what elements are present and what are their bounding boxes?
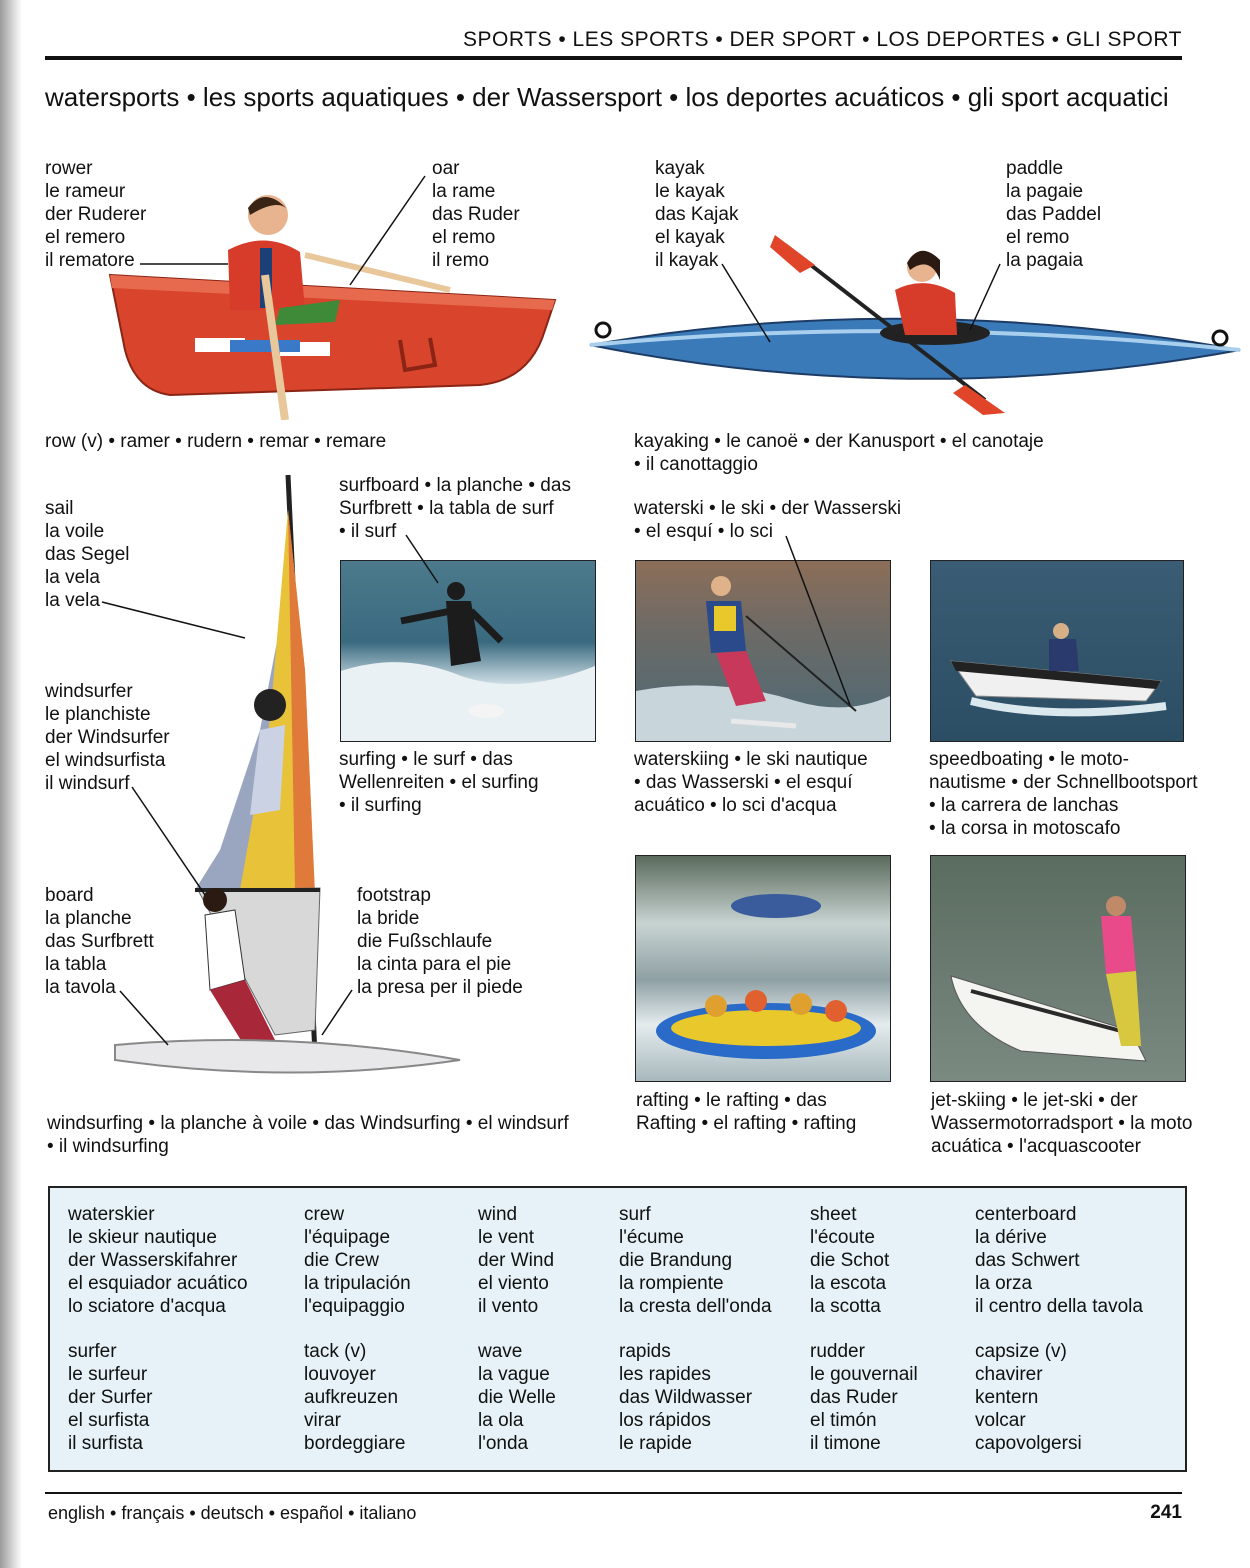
- label-windsurfer-it: il windsurf: [45, 773, 130, 794]
- label-rower-fr: le rameur: [45, 181, 126, 202]
- vocab-term: el surfista: [68, 1410, 150, 1431]
- caption-speedboating-line: • la corsa in motoscafo: [929, 818, 1121, 839]
- label-paddle-de: das Paddel: [1006, 204, 1102, 225]
- vocab-term: l'équipage: [304, 1227, 391, 1248]
- vocab-entry: [975, 1340, 1082, 1455]
- vocab-term: le rapide: [619, 1433, 692, 1454]
- vocab-term: le vent: [478, 1227, 534, 1248]
- caption-surfboard: [339, 474, 571, 543]
- label-oar-fr: la rame: [432, 181, 496, 202]
- vocab-term: los rápidos: [619, 1410, 711, 1431]
- caption-speedboating-line: • la carrera de lanchas: [929, 795, 1119, 816]
- vocab-entry: [810, 1203, 889, 1318]
- label-windsurfer-es: el windsurfista: [45, 750, 166, 771]
- label-oar-de: das Ruder: [432, 204, 520, 225]
- vocab-entry: [975, 1203, 1143, 1318]
- caption-waterskiing-line: acuático • lo sci d'acqua: [634, 795, 837, 816]
- book-spine-shadow: [0, 0, 22, 1568]
- label-oar-it: il remo: [432, 250, 490, 271]
- label-board-de: das Surfbrett: [45, 931, 154, 952]
- vocab-term: das Ruder: [810, 1387, 898, 1408]
- caption-windsurfing: [47, 1112, 569, 1158]
- caption-surfboard-line: surfboard • la planche • das: [339, 475, 571, 496]
- label-board-es: la tabla: [45, 954, 107, 975]
- vocab-entry: [619, 1203, 772, 1318]
- label-paddle-it: la pagaia: [1006, 250, 1084, 271]
- vocab-term: la ola: [478, 1410, 524, 1431]
- vocab-term: sheet: [810, 1204, 857, 1225]
- vocab-term: l'equipaggio: [304, 1296, 405, 1317]
- caption-surfing: [339, 748, 539, 817]
- vocab-term: il timone: [810, 1433, 881, 1454]
- vocab-term: kentern: [975, 1387, 1039, 1408]
- vocab-term: l'onda: [478, 1433, 529, 1454]
- label-footstrap-de: die Fußschlaufe: [357, 931, 493, 952]
- caption-waterskiing-line: • das Wasserski • el esquí: [634, 772, 853, 793]
- label-paddle-fr: la pagaie: [1006, 181, 1084, 202]
- vocab-term: la vague: [478, 1364, 550, 1385]
- vocab-term: la cresta dell'onda: [619, 1296, 772, 1317]
- vocab-term: le gouvernail: [810, 1364, 918, 1385]
- label-paddle-es: el remo: [1006, 227, 1070, 248]
- vocab-entry: [619, 1340, 752, 1455]
- vocab-term: tack (v): [304, 1341, 367, 1362]
- vocab-term: el viento: [478, 1273, 549, 1294]
- speedboating-photo: [930, 560, 1184, 742]
- label-board-fr: la planche: [45, 908, 132, 929]
- label-kayak-it: il kayak: [655, 250, 719, 271]
- label-sail-en: sail: [45, 498, 74, 519]
- vocab-term: le surfeur: [68, 1364, 148, 1385]
- label-kayak: [655, 157, 738, 272]
- caption-rafting-line: rafting • le rafting • das: [636, 1090, 827, 1111]
- vocab-term: surf: [619, 1204, 651, 1225]
- caption-kayaking-line: kayaking • le canoë • der Kanusport • el canotaje: [634, 431, 1044, 452]
- vocab-term: il surfista: [68, 1433, 143, 1454]
- label-sail: [45, 497, 130, 612]
- caption-windsurfing-line: • il windsurfing: [47, 1136, 169, 1157]
- vocab-term: rapids: [619, 1341, 671, 1362]
- caption-waterskiing-line: waterskiing • le ski nautique: [634, 749, 868, 770]
- label-kayak-en: kayak: [655, 158, 705, 179]
- vocab-term: bordeggiare: [304, 1433, 406, 1454]
- vocab-entry: [304, 1340, 405, 1455]
- caption-rafting-line: Rafting • el rafting • rafting: [636, 1113, 857, 1134]
- vocab-term: wind: [478, 1204, 518, 1225]
- vocab-entry: [478, 1203, 554, 1318]
- vocab-term: les rapides: [619, 1364, 711, 1385]
- label-kayak-fr: le kayak: [655, 181, 725, 202]
- vocab-term: virar: [304, 1410, 341, 1431]
- caption-row-line: row (v) • ramer • rudern • remar • remare: [45, 431, 387, 452]
- vocab-term: der Wind: [478, 1250, 555, 1271]
- vocab-entry: [478, 1340, 556, 1455]
- running-head: SPORTS • LES SPORTS • DER SPORT • LOS DEPORTES • GLI SPORT: [463, 28, 1182, 51]
- vocab-term: le skieur nautique: [68, 1227, 217, 1248]
- vocab-term: wave: [478, 1341, 523, 1362]
- vocab-term: chavirer: [975, 1364, 1043, 1385]
- header-rule: [45, 56, 1182, 60]
- footer-rule: [45, 1492, 1182, 1494]
- label-windsurfer-en: windsurfer: [45, 681, 133, 702]
- vocab-term: volcar: [975, 1410, 1026, 1431]
- label-oar: [432, 157, 520, 272]
- vocab-term: la scotta: [810, 1296, 881, 1317]
- caption-waterski: [634, 497, 901, 543]
- caption-speedboating-line: nautisme • der Schnellbootsport: [929, 772, 1198, 793]
- label-footstrap: [357, 884, 523, 999]
- label-board-it: la tavola: [45, 977, 116, 998]
- page-number: 241: [1150, 1502, 1182, 1523]
- label-windsurfer-fr: le planchiste: [45, 704, 151, 725]
- vocab-term: die Crew: [304, 1250, 379, 1271]
- vocab-term: capovolgersi: [975, 1433, 1082, 1454]
- label-windsurfer-de: der Windsurfer: [45, 727, 170, 748]
- caption-rafting: [636, 1089, 856, 1135]
- label-board-en: board: [45, 885, 94, 906]
- caption-speedboating: [929, 748, 1198, 840]
- caption-jetskiing-line: Wassermotorradsport • la moto: [931, 1113, 1193, 1134]
- label-sail-de: das Segel: [45, 544, 130, 565]
- vocab-term: lo sciatore d'acqua: [68, 1296, 226, 1317]
- caption-windsurfing-line: windsurfing • la planche à voile • das Windsurfing • el windsurf: [47, 1113, 569, 1134]
- vocab-term: la tripulación: [304, 1273, 411, 1294]
- label-rower-de: der Ruderer: [45, 204, 147, 225]
- label-footstrap-en: footstrap: [357, 885, 431, 906]
- vocab-term: crew: [304, 1204, 345, 1225]
- caption-surfboard-line: Surfbrett • la tabla de surf: [339, 498, 554, 519]
- waterskiing-photo: [635, 560, 891, 742]
- surfing-photo: [340, 560, 596, 742]
- caption-speedboating-line: speedboating • le moto-: [929, 749, 1129, 770]
- label-footstrap-es: la cinta para el pie: [357, 954, 512, 975]
- label-rower-es: el remero: [45, 227, 126, 248]
- caption-waterski-line: waterski • le ski • der Wasserski: [634, 498, 902, 519]
- vocab-entry: [68, 1203, 248, 1318]
- label-rower-it: il rematore: [45, 250, 135, 271]
- vocab-term: capsize (v): [975, 1341, 1067, 1362]
- label-windsurfer: [45, 680, 170, 795]
- vocab-term: centerboard: [975, 1204, 1077, 1225]
- vocab-entry: [304, 1203, 411, 1318]
- vocab-term: el timón: [810, 1410, 877, 1431]
- vocab-term: das Schwert: [975, 1250, 1080, 1271]
- section-title: watersports • les sports aquatiques • der Wassersport • los deportes acuáticos • gli sport acquatici: [45, 82, 1169, 112]
- caption-kayaking-line: • il canottaggio: [634, 454, 758, 475]
- caption-kayaking: [634, 430, 1044, 476]
- vocab-term: la escota: [810, 1273, 887, 1294]
- vocab-term: la dérive: [975, 1227, 1047, 1248]
- vocab-term: surfer: [68, 1341, 117, 1362]
- label-board: [45, 884, 154, 999]
- vocab-term: la rompiente: [619, 1273, 724, 1294]
- vocab-term: die Welle: [478, 1387, 556, 1408]
- caption-row: [45, 430, 386, 453]
- vocabulary-box: [48, 1186, 1187, 1472]
- label-footstrap-it: la presa per il piede: [357, 977, 523, 998]
- vocab-term: aufkreuzen: [304, 1387, 399, 1408]
- label-oar-es: el remo: [432, 227, 496, 248]
- vocab-term: der Wasserskifahrer: [68, 1250, 238, 1271]
- label-sail-it: la vela: [45, 590, 100, 611]
- caption-waterskiing: [634, 748, 868, 817]
- vocab-term: der Surfer: [68, 1387, 153, 1408]
- footer-languages: english • français • deutsch • español • italiano: [48, 1503, 417, 1523]
- caption-surfboard-line: • il surf: [339, 521, 397, 542]
- vocab-term: il vento: [478, 1296, 539, 1317]
- vocab-entry: [810, 1340, 918, 1455]
- vocab-term: louvoyer: [304, 1364, 376, 1385]
- vocab-term: la orza: [975, 1273, 1033, 1294]
- caption-waterski-line: • el esquí • lo sci: [634, 521, 773, 542]
- vocab-term: rudder: [810, 1341, 865, 1362]
- label-rower-en: rower: [45, 158, 93, 179]
- caption-jetskiing: [931, 1089, 1192, 1158]
- label-sail-fr: la voile: [45, 521, 105, 542]
- label-kayak-es: el kayak: [655, 227, 725, 248]
- vocab-term: die Schot: [810, 1250, 890, 1271]
- label-paddle: [1006, 157, 1101, 272]
- vocab-term: die Brandung: [619, 1250, 733, 1271]
- vocab-term: l'écume: [619, 1227, 684, 1248]
- label-rower: [45, 157, 146, 272]
- label-kayak-de: das Kajak: [655, 204, 739, 225]
- jetskiing-photo: [930, 855, 1186, 1082]
- label-paddle-en: paddle: [1006, 158, 1064, 179]
- label-sail-es: la vela: [45, 567, 100, 588]
- vocab-term: das Wildwasser: [619, 1387, 753, 1408]
- label-footstrap-fr: la bride: [357, 908, 420, 929]
- label-oar-en: oar: [432, 158, 460, 179]
- vocab-term: el esquiador acuático: [68, 1273, 248, 1294]
- rafting-photo: [635, 855, 891, 1082]
- vocab-entry: [68, 1340, 152, 1455]
- caption-jetskiing-line: jet-skiing • le jet-ski • der: [931, 1090, 1138, 1111]
- vocab-term: il centro della tavola: [975, 1296, 1143, 1317]
- caption-jetskiing-line: acuática • l'acquascooter: [931, 1136, 1141, 1157]
- vocab-term: waterskier: [68, 1204, 155, 1225]
- caption-surfing-line: Wellenreiten • el surfing: [339, 772, 539, 793]
- vocab-term: l'écoute: [810, 1227, 875, 1248]
- caption-surfing-line: surfing • le surf • das: [339, 749, 513, 770]
- caption-surfing-line: • il surfing: [339, 795, 422, 816]
